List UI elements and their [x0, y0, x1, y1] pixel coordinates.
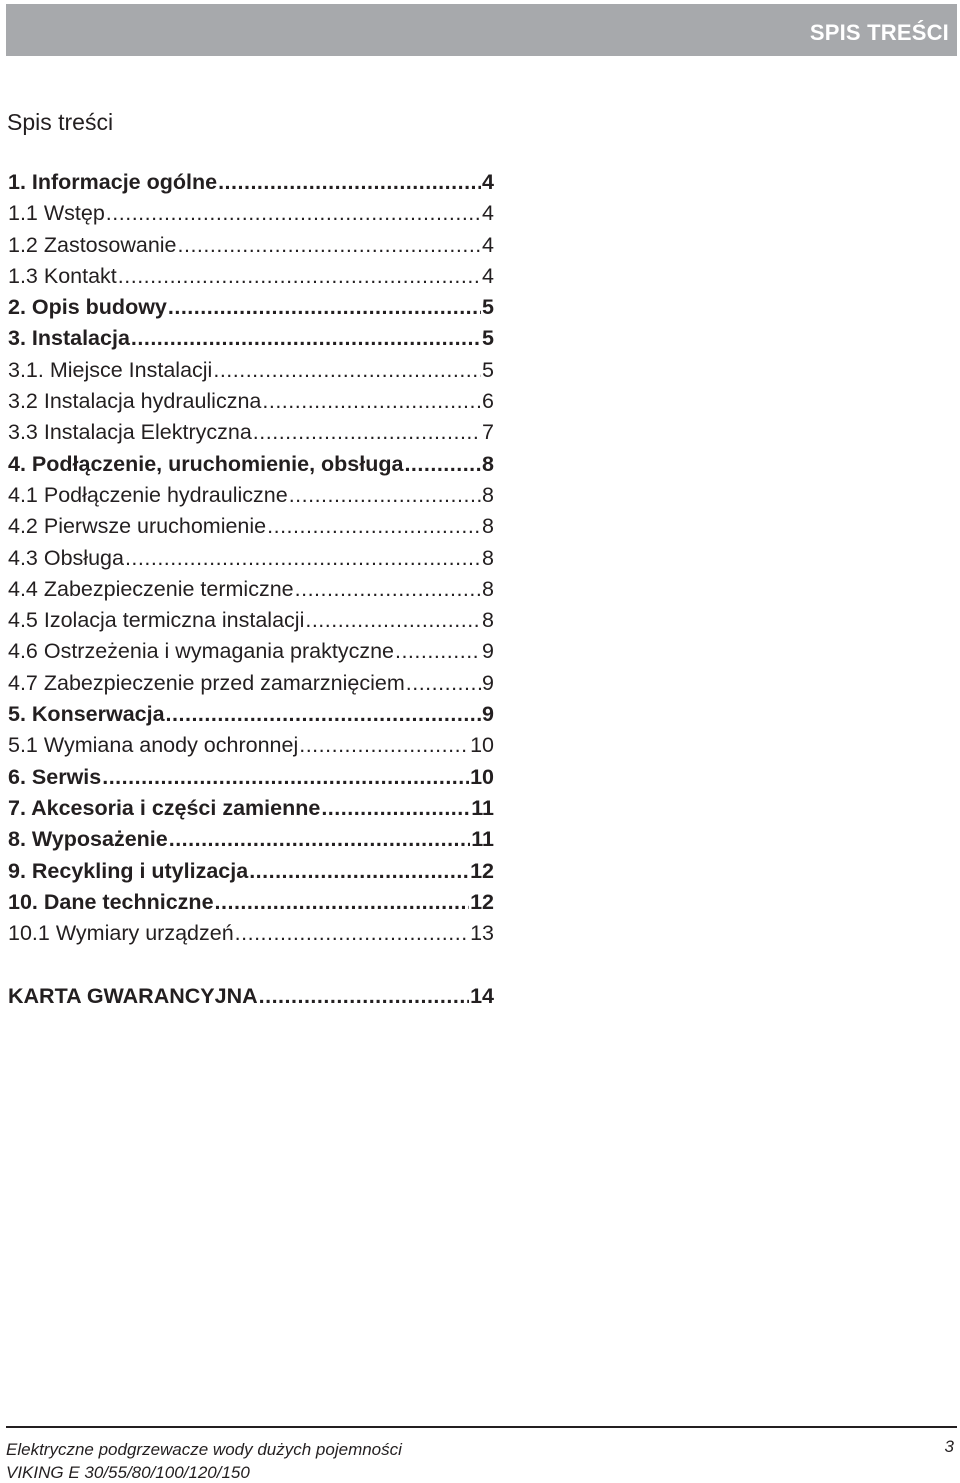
toc-leader-dots [404, 452, 481, 477]
toc-entry-page: 8 [482, 514, 494, 539]
toc-entry-page: 4 [482, 201, 494, 226]
toc-entry-page: 10 [470, 764, 494, 789]
toc-entry[interactable] [8, 483, 494, 514]
toc-leader-dots [295, 577, 481, 602]
toc-entry-page: 11 [471, 827, 494, 852]
toc-leader-dots [169, 827, 471, 852]
toc-leader-dots [262, 389, 481, 414]
toc-entry-page: 5 [482, 326, 494, 351]
toc-leader-dots [235, 921, 469, 946]
toc-entry-page: 9 [482, 670, 494, 695]
toc-entry-page: 4 [482, 263, 494, 288]
header-title: SPIS TREŚCI [809, 20, 949, 45]
toc-heading: Spis treści [7, 109, 114, 135]
toc-entry[interactable] [8, 984, 494, 1015]
toc-entry-page: 12 [470, 889, 494, 914]
toc-leader-dots [131, 326, 481, 351]
toc-leader-dots [267, 514, 481, 539]
toc-leader-dots [213, 358, 481, 383]
toc-entry[interactable] [8, 514, 494, 545]
toc-entry-page: 13 [470, 921, 494, 946]
toc-leader-dots [305, 608, 481, 633]
toc-leader-dots [125, 546, 481, 571]
toc-leader-dots [259, 984, 469, 1009]
toc-entry[interactable] [8, 921, 494, 952]
toc-entry-label: 7. Akcesoria i części zamienne [8, 795, 321, 820]
toc-entry-label: 3. Instalacja [8, 326, 130, 351]
toc-entry[interactable] [8, 827, 494, 858]
toc-entry-label: 10.1 Wymiary urządzeń [8, 921, 234, 946]
toc-entry[interactable] [8, 358, 494, 389]
toc-entry-label: 2. Opis budowy [8, 295, 167, 320]
toc-leader-dots [406, 671, 481, 696]
toc-entry[interactable] [8, 639, 494, 670]
header-bar [6, 4, 957, 56]
toc-entry[interactable] [8, 859, 494, 890]
toc-entry-page: 14 [470, 983, 494, 1008]
toc-entry-label: 4.1 Podłączenie hydrauliczne [8, 482, 288, 507]
toc-entry-label: KARTA GWARANCYJNA [8, 983, 258, 1008]
toc-entry[interactable] [8, 264, 494, 295]
toc-entry-page: 12 [470, 858, 494, 883]
toc-entry[interactable] [8, 890, 494, 921]
toc-entry-label: 1. Informacje ogólne [8, 170, 218, 194]
toc-leader-dots [215, 890, 470, 915]
toc-entry-label: 1.3 Kontakt [8, 263, 117, 288]
toc-entry-label: 8. Wyposażenie [8, 827, 168, 852]
toc-entry-page: 8 [482, 451, 494, 476]
footer-model: VIKING E 30/55/80/100/120/150 [6, 1463, 250, 1482]
toc-leader-dots [218, 170, 481, 195]
toc-leader-dots [289, 483, 481, 508]
toc-entry-page: 11 [471, 795, 494, 820]
toc-entry-label: 4. Podłączenie, uruchomienie, obsługa [8, 451, 404, 476]
toc-entry[interactable] [8, 452, 494, 483]
toc-entry[interactable] [8, 702, 494, 733]
toc-entry-label: 5. Konserwacja [8, 702, 165, 727]
toc-entry-label: 4.5 Izolacja termiczna instalacji [8, 608, 305, 633]
toc-entry-label: 5.1 Wymiana anody ochronnej [8, 733, 299, 758]
toc-leader-dots [168, 295, 481, 320]
toc-leader-dots [253, 420, 481, 445]
toc-entry-page: 4 [482, 232, 494, 257]
toc-leader-dots [249, 859, 469, 884]
toc-leader-dots [395, 639, 481, 664]
toc-entry-label: 4.7 Zabezpieczenie przed zamarznięciem [8, 670, 405, 695]
toc-entry-label: 4.4 Zabezpieczenie termiczne [8, 576, 294, 601]
toc-entry[interactable] [8, 577, 494, 608]
toc-entry[interactable] [8, 295, 494, 326]
toc-entry[interactable] [8, 608, 494, 639]
toc-entry-label: 4.3 Obsługa [8, 545, 124, 570]
toc-entry-label: 4.6 Ostrzeżenia i wymagania praktyczne [8, 639, 394, 664]
toc-entry-label: 1.2 Zastosowanie [8, 232, 177, 257]
toc-entry[interactable] [8, 796, 494, 827]
toc-entry[interactable] [8, 326, 494, 357]
toc-entry[interactable] [8, 420, 494, 451]
toc-entry[interactable] [8, 170, 494, 201]
footer-divider [6, 1426, 957, 1428]
table-of-contents [8, 170, 494, 1015]
toc-entry[interactable] [8, 671, 494, 702]
toc-entry-page: 5 [482, 357, 494, 382]
toc-entry-page: 8 [482, 608, 494, 633]
toc-entry-page: 9 [482, 639, 494, 664]
toc-entry-label: 3.1. Miejsce Instalacji [8, 357, 213, 382]
toc-leader-dots [299, 733, 469, 758]
toc-entry-label: 10. Dane techniczne [8, 889, 214, 914]
toc-entry-page: 8 [482, 482, 494, 507]
toc-leader-dots [166, 702, 481, 727]
toc-entry[interactable] [8, 765, 494, 796]
toc-entry-page: 10 [470, 733, 494, 758]
page-number: 3 [944, 1437, 954, 1456]
toc-leader-dots [178, 233, 482, 258]
toc-leader-dots [118, 264, 481, 289]
toc-entry-label: 3.3 Instalacja Elektryczna [8, 420, 252, 445]
toc-entry[interactable] [8, 733, 494, 764]
toc-leader-dots [321, 796, 470, 821]
toc-entry-label: 9. Recykling i utylizacja [8, 858, 249, 883]
toc-leader-dots [102, 765, 469, 790]
toc-entry-page: 6 [482, 389, 494, 414]
toc-leader-dots [106, 201, 481, 226]
toc-entry[interactable] [8, 546, 494, 577]
toc-entry-page: 5 [482, 295, 494, 320]
toc-entry-page: 7 [482, 420, 494, 445]
toc-entry-page: 8 [482, 545, 494, 570]
toc-entry-label: 3.2 Instalacja hydrauliczna [8, 389, 262, 414]
toc-entry-label: 4.2 Pierwsze uruchomienie [8, 514, 267, 539]
toc-entry-page: 4 [482, 170, 494, 194]
footer-title: Elektryczne podgrzewacze wody dużych pojemności [6, 1440, 402, 1459]
toc-entry[interactable] [8, 201, 494, 232]
toc-entry-page: 8 [482, 576, 494, 601]
toc-entry-page: 9 [482, 702, 494, 727]
toc-entry-label: 1.1 Wstęp [8, 201, 105, 226]
toc-entry[interactable] [8, 389, 494, 420]
toc-entry[interactable] [8, 233, 494, 264]
toc-entry-label: 6. Serwis [8, 764, 102, 789]
